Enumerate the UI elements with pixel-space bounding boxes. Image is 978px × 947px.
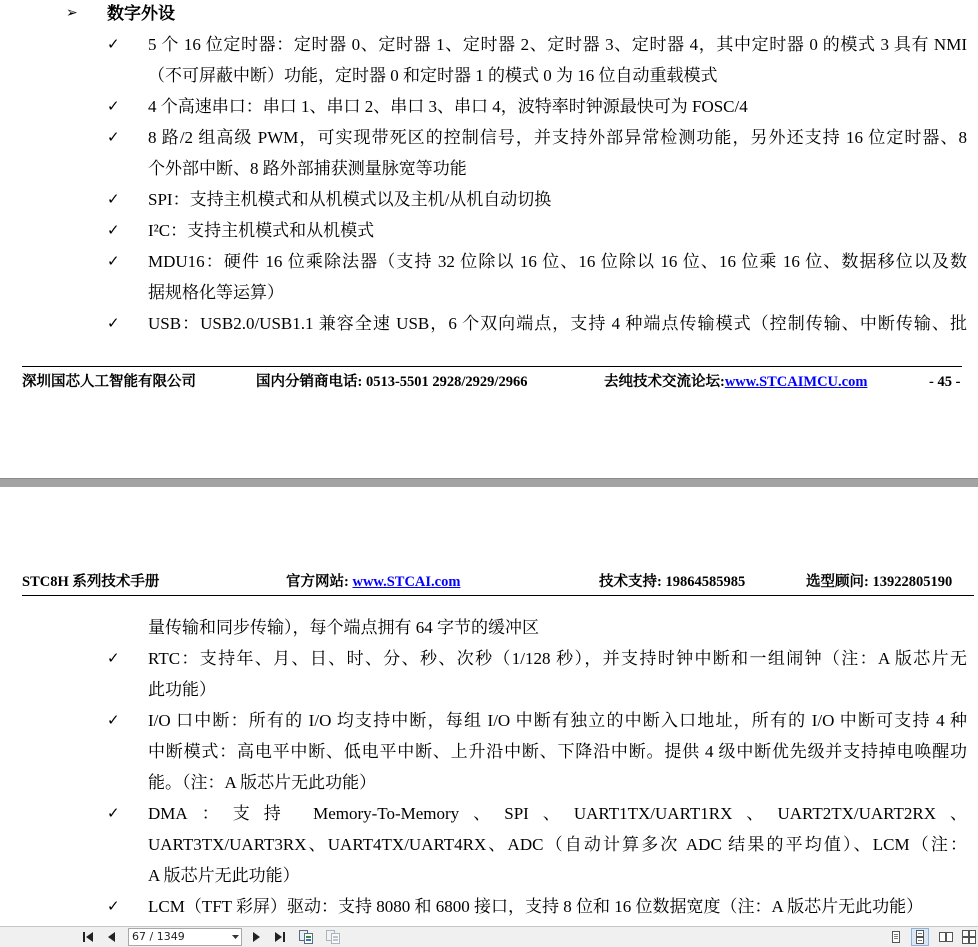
footer-page-number: - 45 -	[929, 374, 961, 390]
feature-text-line: 5 个 16 位定时器：定时器 0、定时器 1、定时器 2、定时器 3、定时器 4，其中定时器 0 的模式 3 具有 NMI	[148, 35, 967, 54]
footer-rule	[22, 366, 962, 367]
feature-list-item	[0, 215, 978, 246]
feature-text-line: DMA：支持 Memory-To-Memory、SPI、UART1TX/UART1RX、UART2TX/UART2RX、	[148, 804, 967, 823]
feature-text-line: RTC：支持年、月、日、时、分、秒、次秒（1/128 秒），并支持时钟中断和一组闹钟（注：A 版芯片无	[148, 649, 967, 668]
next-view-button[interactable]	[324, 928, 342, 946]
check-icon: ✓	[107, 35, 120, 53]
forum-link[interactable]: www.STCAIMCU.com	[724, 374, 868, 390]
feature-list-item	[0, 705, 978, 798]
feature-text-line: I/O 口中断：所有的 I/O 均支持中断，每组 I/O 中断有独立的中断入口地址，所有的 I/O 中断可支持 4 种	[148, 711, 967, 730]
continued-text-line: 量传输和同步传输），每个端点拥有 64 字节的缓冲区	[148, 618, 539, 637]
check-icon: ✓	[107, 128, 120, 146]
facing-view-button[interactable]	[937, 928, 955, 946]
arrow-bullet-icon: ➢	[66, 5, 78, 21]
check-icon: ✓	[107, 804, 120, 822]
feature-list-item	[0, 29, 978, 91]
feature-list-item	[0, 122, 978, 184]
last-page-button[interactable]	[271, 928, 289, 946]
footer-forum	[604, 372, 924, 392]
feature-list-item	[0, 246, 978, 308]
check-icon: ✓	[107, 649, 120, 667]
feature-text-line: UART3TX/UART3RX、UART4TX/UART4RX、ADC（自动计算多次 ADC 结果的平均值）、LCM（注：	[148, 835, 967, 854]
section-heading-row	[0, 0, 978, 29]
continuous-facing-view-button[interactable]	[960, 928, 978, 946]
single-page-view-button[interactable]	[887, 928, 905, 946]
feature-list-item	[0, 891, 978, 922]
next-page-button[interactable]	[247, 928, 265, 946]
feature-text-line: 8 路/2 组高级 PWM，可实现带死区的控制信号，并支持外部异常检测功能，另外还支持 16 位定时器、8	[148, 128, 967, 147]
feature-text-line: 4 个高速串口：串口 1、串口 2、串口 3、串口 4，波特率时钟源最快可为 FOSC/4	[148, 97, 748, 116]
website-link[interactable]: www.STCAI.com	[352, 574, 461, 590]
section-heading: 数字外设	[107, 4, 175, 23]
single-page-view-icon	[889, 930, 903, 944]
feature-text-line: LCM（TFT 彩屏）驱动：支持 8080 和 6800 接口，支持 8 位和 16 位数据宽度（注：A 版芯片无此功能）	[148, 897, 924, 916]
continuous-view-button[interactable]	[911, 928, 929, 946]
next-page-icon	[249, 930, 263, 944]
header-website-label: 官方网站:	[286, 574, 353, 590]
header-rule	[22, 595, 974, 596]
header-support: 技术支持: 19864585985	[599, 574, 746, 590]
footer-forum-label: 去纯技术交流论坛:	[604, 374, 725, 390]
feature-text-line: USB：USB2.0/USB1.1 兼容全速 USB，6 个双向端点，支持 4 种端点传输模式（控制传输、中断传输、批	[148, 314, 967, 333]
page-45-content	[0, 0, 978, 339]
feature-list-item	[0, 798, 978, 891]
check-icon: ✓	[107, 190, 120, 208]
last-page-icon	[273, 930, 287, 944]
feature-text-line: I²C：支持主机模式和从机模式	[148, 221, 375, 240]
header-manual-title: STC8H 系列技术手册	[22, 574, 160, 590]
feature-list-item	[0, 643, 978, 705]
previous-view-button[interactable]	[297, 928, 315, 946]
feature-text-line: 据规格化等运算）	[148, 283, 284, 302]
previous-view-icon	[298, 929, 314, 945]
feature-text-line: （不可屏蔽中断）功能，定时器 0 和定时器 1 的模式 0 为 16 位自动重载模式	[148, 66, 718, 85]
first-page-icon	[81, 930, 95, 944]
feature-text-line: MDU16：硬件 16 位乘除法器（支持 32 位除以 16 位、16 位除以 16 位、16 位乘 16 位、数据移位以及数	[148, 252, 967, 271]
prev-page-icon	[105, 930, 119, 944]
continuous-facing-view-icon	[962, 930, 976, 944]
prev-page-button[interactable]	[103, 928, 121, 946]
footer-phone: 国内分销商电话: 0513-5501 2928/2929/2966	[256, 374, 528, 390]
bottom-toolbar	[0, 926, 978, 947]
check-icon: ✓	[107, 221, 120, 239]
page-number-field[interactable]	[128, 928, 242, 946]
page-gap	[0, 478, 978, 479]
page-46-content	[0, 612, 978, 922]
next-view-icon	[325, 929, 341, 945]
check-icon: ✓	[107, 711, 120, 729]
first-page-button[interactable]	[79, 928, 97, 946]
check-icon: ✓	[107, 314, 120, 332]
check-icon: ✓	[107, 897, 120, 915]
page-number-value: 67 / 1349	[132, 930, 185, 943]
footer-company: 深圳国芯人工智能有限公司	[22, 374, 196, 390]
feature-text-line: A 版芯片无此功能）	[148, 866, 300, 885]
check-icon: ✓	[107, 97, 120, 115]
feature-list-item	[0, 91, 978, 122]
feature-list-item	[0, 184, 978, 215]
header-consultant: 选型顾问: 13922805190	[806, 574, 953, 590]
feature-text-line: 中断模式：高电平中断、低电平中断、上升沿中断、下降沿中断。提供 4 级中断优先级并支持掉电唤醒功	[148, 742, 967, 761]
header-website	[286, 572, 591, 592]
continuous-view-icon	[913, 930, 927, 944]
feature-text-line: 个外部中断、8 路外部捕获测量脉宽等功能	[148, 159, 467, 178]
feature-text-line: 此功能）	[148, 680, 216, 699]
feature-text-line: SPI：支持主机模式和从机模式以及主机/从机自动切换	[148, 190, 552, 209]
feature-text-line: 能。（注：A 版芯片无此功能）	[148, 773, 377, 792]
facing-view-icon	[939, 930, 953, 944]
check-icon: ✓	[107, 252, 120, 270]
page-dropdown-icon[interactable]	[232, 934, 239, 940]
feature-list-item	[0, 308, 978, 339]
